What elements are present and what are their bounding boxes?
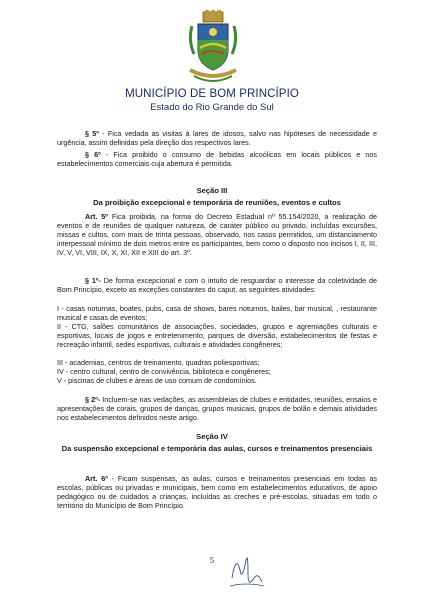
page-number: 5 bbox=[209, 555, 215, 565]
section-3-title: Seção III bbox=[196, 186, 228, 195]
state-name: Estado do Rio Grande do Sul bbox=[150, 102, 274, 113]
list-item-3: III - academias, centros de treinamento, quadras poliesportivas; bbox=[57, 358, 260, 367]
section-4-title: Seção IV bbox=[196, 432, 228, 441]
paragraph-5-text: - Fica vedada as visitas à lares de idosos, salvo nas hipóteses de necessidade e urgência, assim definidas pela direção dos respectivos lares. bbox=[57, 129, 377, 148]
section-3-subtitle: Da proibição excepcional e temporária de reuniões, eventos e cultos bbox=[93, 198, 341, 207]
article-5-text: Fica proibida, na forma do Decreto Estadual nº 55.154/2020, a realização de eventos e de reuniões de qualquer natureza, de caráter público ou privado, incluídas excursões, missas e cultos, com mais de trinta pessoas, observado, nos casos permitidos, um distanciamento interpessoal mínimo de dois metros entre os participantes, bem como o disposto nos incisos I, II, III, IV, V, VI, VIII, IX, X, XI, XII e XIII do art. 3º. bbox=[57, 212, 377, 258]
article-5-label: Art. 5º bbox=[85, 212, 108, 221]
paragraph-5-label: § 5º bbox=[85, 129, 99, 138]
article-5-paragraph-2 bbox=[57, 395, 377, 422]
article-5-paragraph-1-label: § 1º- bbox=[85, 276, 101, 285]
list-item-2: II - CTG, salões comunitários de associações, sociedades, grupos e agremiações culturais e esportivas, locais de jogos e entretenimento, parques de diversão, estabelecimentos de festas e recreação infantil, sedes esportivas, culturais e atividades congêneres; bbox=[57, 322, 377, 350]
article-6 bbox=[57, 474, 377, 510]
article-5-paragraph-1-text: De forma excepcional e com o intuito de resguardar o interesse da coletividade de Bom Princípio, exceto as exceções constantes do caput, as seguintes atividades: bbox=[57, 276, 377, 295]
list-item-1: I - casas noturnas, boates, pubs, casa de shows, bares noturnos, bailes, bar musical, , restaurante musical e casas de eventos; bbox=[57, 304, 377, 323]
paragraph-6-text: - Fica proibido o consumo de bebidas alcoólicas em locais públicos e nos estabelecimentos comerciais cuja abertura é permitida. bbox=[57, 150, 378, 169]
article-6-label: Art. 6º bbox=[85, 474, 108, 483]
paragraph-6-label: § 6º bbox=[85, 150, 101, 159]
article-5 bbox=[57, 212, 377, 257]
list-item-4: IV - centro cultural, centro de convivência, biblioteca e congêneres; bbox=[57, 367, 271, 376]
paragraph-6 bbox=[57, 150, 377, 168]
list-item-5: V - piscinas de clubes e áreas de uso comum de condomínios. bbox=[57, 376, 257, 385]
article-5-paragraph-2-text: Incluem-se nas vedações, as assembleias de clubes e entidades, reuniões, ensaios e apresentações de corais, grupos de danças, grupos musicais, grupos de bolão e demais atividades nos estabelecimentos definidos neste artigo. bbox=[57, 395, 377, 423]
municipal-crest-icon bbox=[184, 10, 242, 88]
article-6-text: - Ficam suspensas, as aulas, cursos e treinamentos presenciais em todas as escolas, públicas ou privadas e municipais, bem como em estabelecimentos educativos, de apoio pedagógico ou de cuidados a crianças, incluídas as creches e pré-escolas, situadas em todo o território do Município de Bom Princípio. bbox=[57, 474, 378, 511]
article-5-paragraph-1 bbox=[57, 276, 377, 294]
article-5-paragraph-2-label: § 2º- bbox=[85, 395, 101, 404]
municipality-name: MUNICÍPIO DE BOM PRINCÍPIO bbox=[125, 88, 299, 100]
section-4-subtitle: Da suspensão excepcional e temporária das aulas, cursos e treinamentos presenciais bbox=[61, 444, 373, 453]
signature-icon bbox=[226, 548, 266, 592]
paragraph-5 bbox=[57, 129, 377, 147]
